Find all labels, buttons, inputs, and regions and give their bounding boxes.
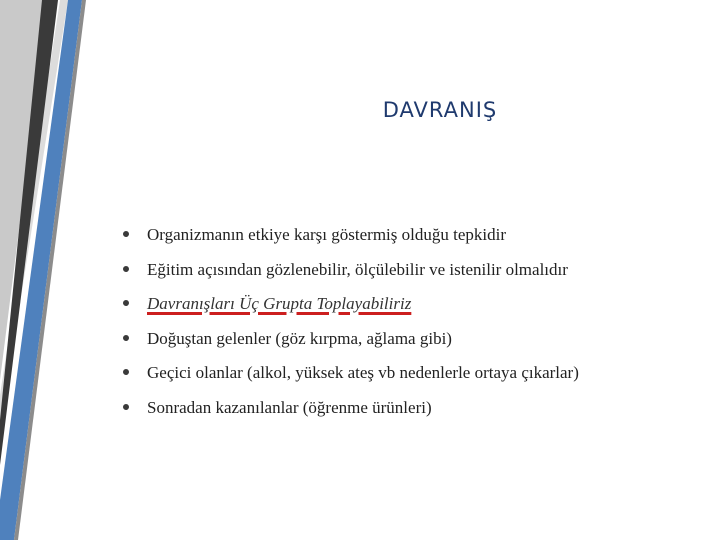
bullet-item [120,391,579,426]
bullet-dot-icon [123,231,129,237]
bullet-item [120,253,579,288]
bullet-text: Doğuştan gelenler (göz kırpma, ağlama gibi) [147,328,452,348]
bullet-dot-icon [123,404,129,410]
bullet-dot-icon [123,266,129,272]
bullet-item [120,218,579,253]
bullet-dot-icon [123,300,129,306]
slide-title: DAVRANIŞ [382,98,498,122]
bullet-text: Eğitim açısından gözlenebilir, ölçülebilir ve istenilir olmalıdır [147,259,568,279]
bullet-text: Sonradan kazanılanlar (öğrenme ürünleri) [147,397,432,417]
bullet-dot-icon [123,369,129,375]
bullet-list [120,218,579,425]
bullet-dot-icon [123,335,129,341]
bullet-item [120,356,579,391]
bullet-text: Organizmanın etkiye karşı göstermiş olduğu tepkidir [147,225,506,244]
bullet-item-emphasized [120,287,579,322]
bullet-text: Geçici olanlar (alkol, yüksek ateş vb nedenlerle ortaya çıkarlar) [147,363,579,382]
bullet-item [120,322,579,357]
bullet-text: Davranışları Üç Grupta Toplayabiliriz [147,294,412,313]
